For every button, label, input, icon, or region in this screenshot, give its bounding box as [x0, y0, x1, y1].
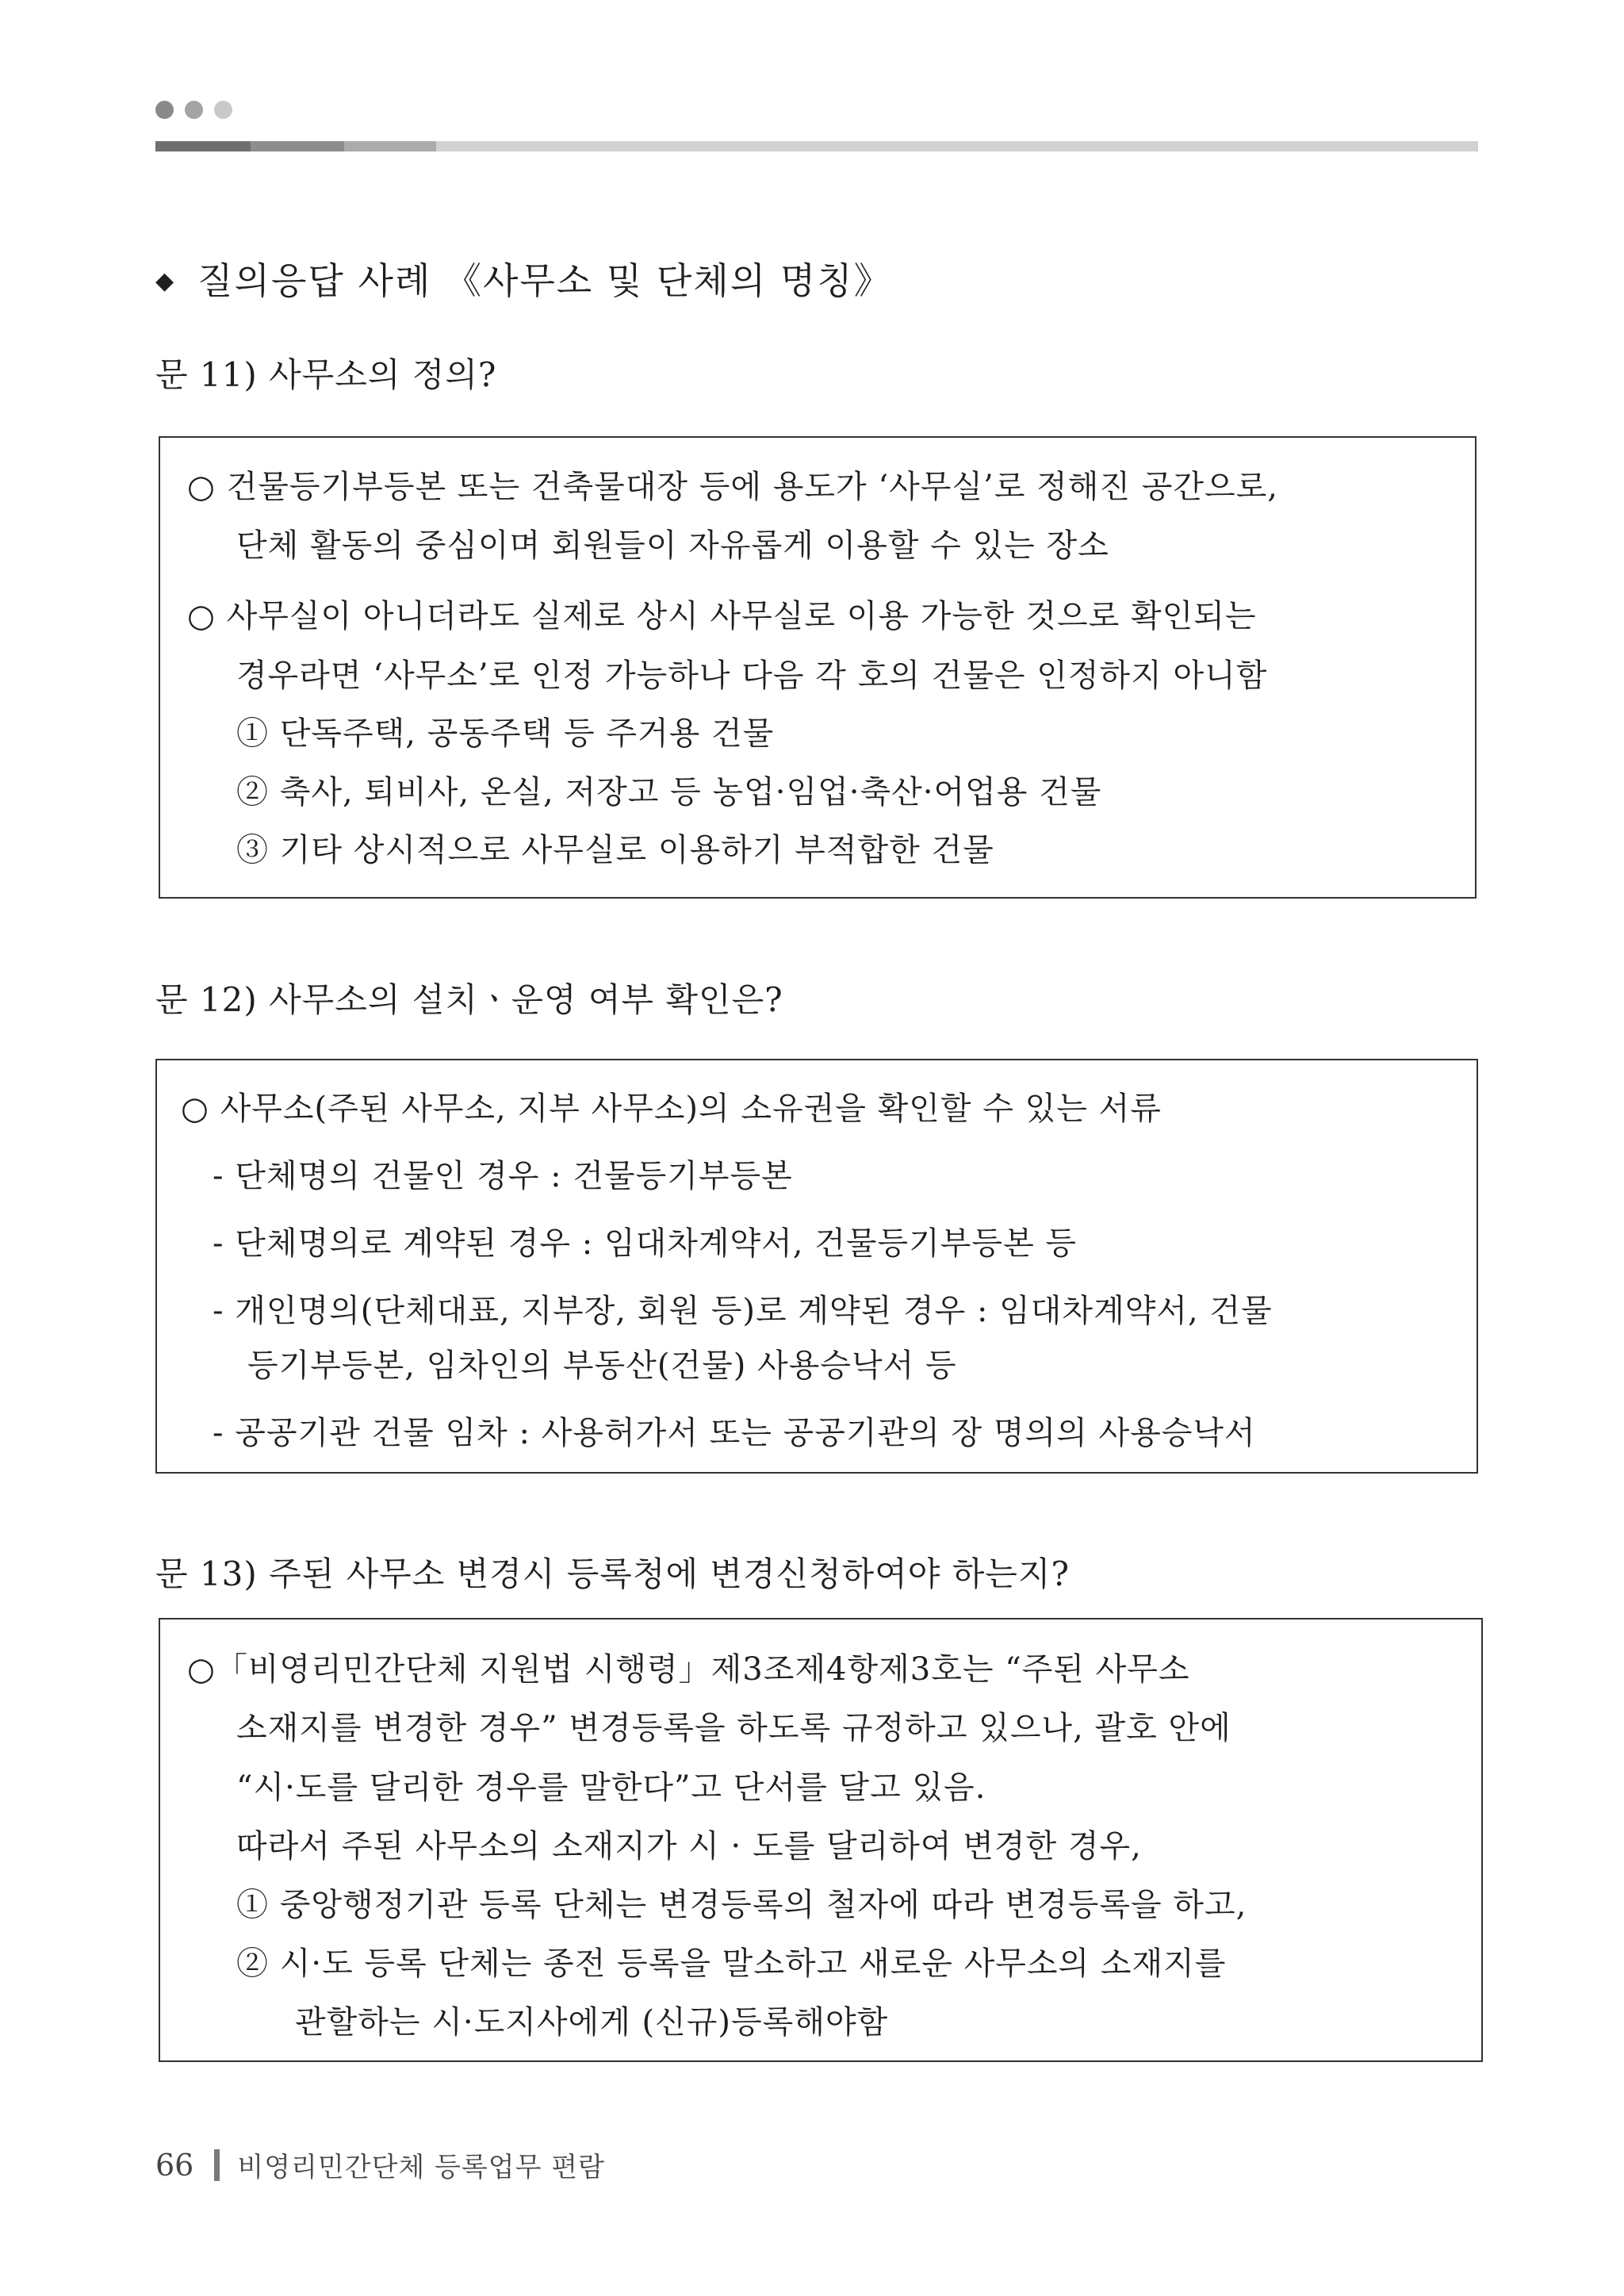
answer-line: ○ 사무소(주된 사무소, 지부 사무소)의 소유권을 확인할 수 있는 서류	[181, 1091, 1162, 1127]
book-title: 비영리민간단체 등록업무 편람	[237, 2152, 605, 2183]
answer-line: - 단체명의 건물인 경우 : 건물등기부등본	[213, 1158, 793, 1194]
question-13: 문 13) 주된 사무소 변경시 등록청에 변경신청하여야 하는지?	[155, 1554, 1070, 1593]
answer-line: ① 중앙행정기관 등록 단체는 변경등록의 철자에 따라 변경등록을 하고,	[236, 1887, 1247, 1923]
answer-line: 등기부등본, 임차인의 부동산(건물) 사용승낙서 등	[247, 1347, 957, 1384]
section-title	[155, 252, 892, 305]
header-rule-segment	[251, 141, 344, 151]
answer-line: - 개인명의(단체대표, 지부장, 회원 등)로 계약된 경우 : 임대차계약서, 건물	[213, 1293, 1273, 1329]
diamond-bullet-icon: ◆	[155, 267, 176, 295]
header-dot	[214, 101, 232, 119]
answer-line: ② 축사, 퇴비사, 온실, 저장고 등 농업·임업·축산·어업용 건물	[236, 774, 1102, 811]
header-rule-segment	[344, 141, 436, 151]
answer-line: - 단체명의로 계약된 경우 : 임대차계약서, 건물등기부등본 등	[213, 1225, 1078, 1262]
answer-line: 경우라면 ‘사무소’로 인정 가능하나 다음 각 호의 건물은 인정하지 아니함	[236, 657, 1268, 694]
header-dot	[185, 101, 203, 119]
answer-line: ○ 건물등기부등본 또는 건축물대장 등에 용도가 ‘사무실’로 정해진 공간으로,	[187, 469, 1278, 505]
answer-line: - 공공기관 건물 임차 : 사용허가서 또는 공공기관의 장 명의의 사용승낙서	[213, 1415, 1256, 1451]
page-footer	[155, 2145, 605, 2184]
answer-line: ① 단독주택, 공동주택 등 주거용 건물	[236, 715, 775, 752]
footer-divider	[214, 2149, 220, 2181]
header-rule-segment	[155, 141, 251, 151]
header-rule	[155, 141, 1478, 151]
answer-line: ③ 기타 상시적으로 사무실로 이용하기 부적합한 건물	[236, 832, 994, 868]
answer-line: ② 시·도 등록 단체는 종전 등록을 말소하고 새로운 사무소의 소재지를	[236, 1945, 1227, 1982]
answer-line: ○「비영리민간단체 지원법 시행령」제3조제4항제3호는 “주된 사무소	[187, 1651, 1190, 1688]
answer-line: 단체 활동의 중심이며 회원들이 자유롭게 이용할 수 있는 장소	[236, 527, 1109, 564]
header-dot	[155, 101, 174, 119]
answer-line: 관할하는 시·도지사에게 (신규)등록해야함	[295, 2004, 889, 2041]
answer-line: ○ 사무실이 아니더라도 실제로 상시 사무실로 이용 가능한 것으로 확인되는	[187, 598, 1257, 634]
answer-line: 소재지를 변경한 경우” 변경등록을 하도록 규정하고 있으나, 괄호 안에	[236, 1710, 1231, 1746]
header-dots	[155, 101, 232, 119]
answer-line: 따라서 주된 사무소의 소재지가 시 · 도를 달리하여 변경한 경우,	[236, 1828, 1142, 1865]
question-12: 문 12) 사무소의 설치ㆍ운영 여부 확인은?	[155, 980, 783, 1019]
answer-line: “시·도를 달리한 경우를 말한다”고 단서를 달고 있음.	[236, 1769, 986, 1806]
question-11: 문 11) 사무소의 정의?	[155, 355, 497, 394]
page-number: 66	[155, 2147, 194, 2183]
section-title-text: 질의응답 사례 《사무소 및 단체의 명칭》	[197, 259, 892, 302]
